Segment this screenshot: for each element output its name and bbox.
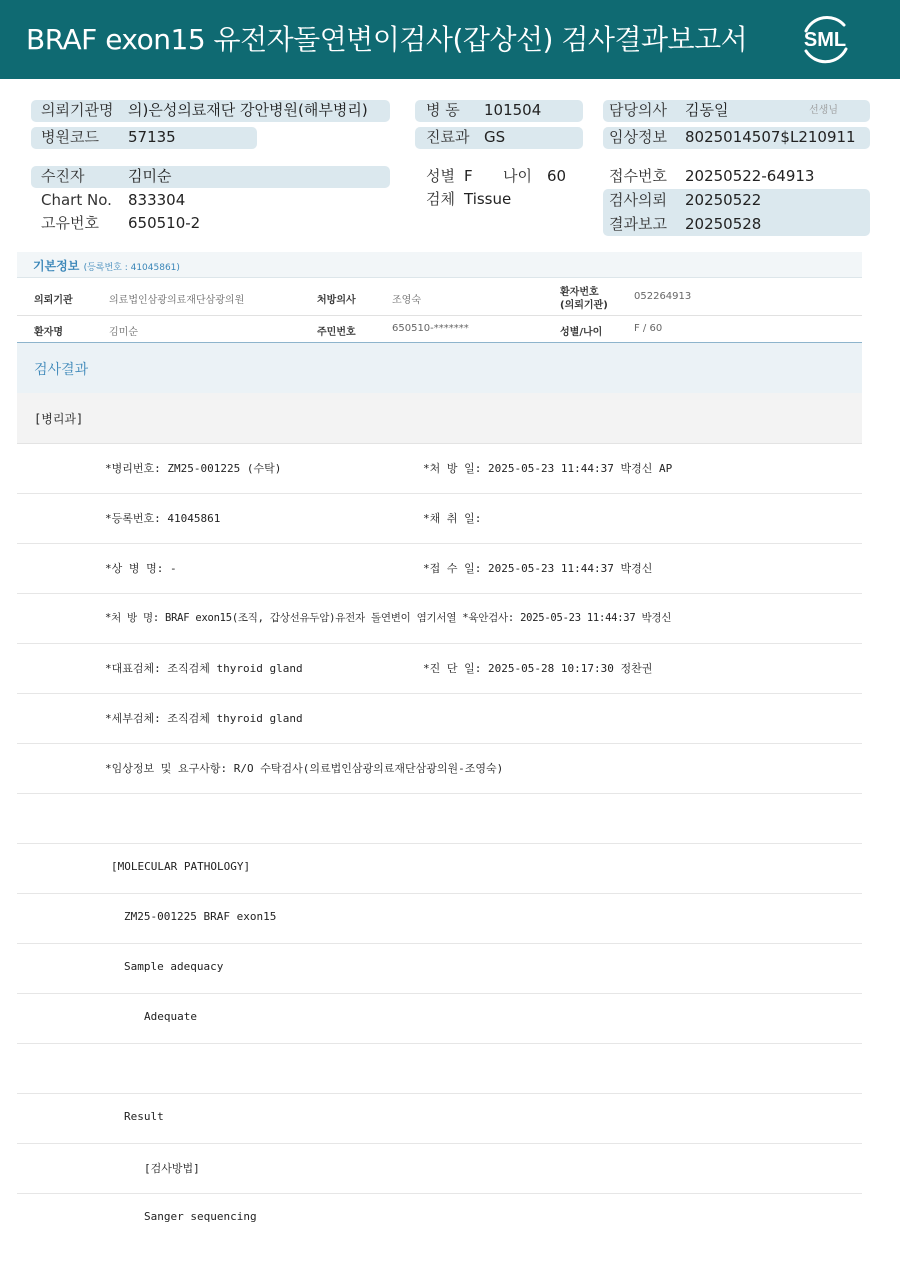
basic-value: 650510-******* [392, 323, 469, 334]
result-line [17, 694, 862, 744]
basic-key: 환자명 [34, 327, 63, 338]
molecular-text: [검사방법] [144, 1162, 200, 1175]
molecular-text: Sample adequacy [124, 960, 224, 973]
chart-no-value: 833304 [128, 191, 186, 209]
report-value: 20250528 [685, 215, 762, 233]
molecular-line [17, 844, 862, 894]
result-field: *처 방 일: 2025-05-23 11:44:37 박경신 AP [423, 462, 673, 475]
basic-info-row [17, 279, 862, 316]
result-field: *등록번호: 41045861 [105, 512, 221, 525]
result-field: *임상정보 및 요구사항: R/O 수탁검사(의료법인삼광의료재단삼광의원-조영숙) [105, 762, 504, 775]
basic-info-row [17, 316, 862, 342]
dept-value: GS [484, 128, 506, 146]
sex-label: 성별 [426, 167, 455, 185]
result-field: *채 취 일: [423, 512, 482, 525]
result-line [17, 494, 862, 544]
client-value: 의)은성의료재단 강안병원(해부병리) [128, 101, 368, 119]
molecular-text: Sanger sequencing [144, 1210, 257, 1223]
report-header [0, 0, 900, 79]
result-line [17, 644, 862, 694]
molecular-line [17, 1094, 862, 1144]
result-header [17, 342, 862, 393]
patient-row-bg [31, 166, 390, 188]
basic-info-table [17, 252, 862, 342]
patient-label: 수진자 [41, 167, 85, 185]
ward-value: 101504 [484, 101, 542, 119]
doctor-suffix: 선생님 [809, 105, 838, 116]
basic-value: 조영숙 [392, 295, 421, 306]
result-line [17, 594, 862, 644]
basic-key-sub: (의뢰기관) [560, 300, 608, 311]
result-field: *병리번호: ZM25-001225 (수탁) [105, 462, 282, 475]
molecular-line [17, 1144, 862, 1194]
report-title: BRAF exon15 유전자돌연변이검사(갑상선) 검사결과보고서 [26, 23, 748, 56]
sml-logo [796, 11, 854, 67]
client-label: 의뢰기관명 [41, 101, 114, 119]
ward-label: 병 동 [426, 101, 460, 119]
molecular-text: [MOLECULAR PATHOLOGY] [111, 860, 251, 873]
report-label: 결과보고 [609, 215, 667, 233]
hospital-code-value: 57135 [128, 128, 176, 146]
patient-value: 김미순 [128, 167, 172, 185]
basic-info-header [17, 252, 862, 278]
molecular-line-blank [17, 1044, 862, 1094]
result-line [17, 744, 862, 794]
clinical-label: 임상정보 [609, 128, 667, 146]
molecular-line [17, 944, 862, 994]
molecular-line [17, 1194, 862, 1244]
result-line [17, 544, 862, 594]
request-label: 검사의뢰 [609, 191, 667, 209]
result-field: *대표검체: 조직검체 thyroid gland [105, 662, 303, 675]
basic-key: 성별/나이 [560, 327, 603, 338]
age-label: 나이 [503, 167, 532, 185]
result-field: *진 단 일: 2025-05-28 10:17:30 정찬권 [423, 662, 653, 675]
result-field: *상 병 명: - [105, 562, 177, 575]
molecular-text: ZM25-001225 BRAF exon15 [124, 910, 277, 923]
molecular-text: Result [124, 1110, 164, 1123]
basic-value: F / 60 [634, 323, 663, 334]
dept-label: 진료과 [426, 128, 470, 146]
sex-value: F [464, 167, 473, 185]
clinical-value: 8025014507$L210911 [685, 128, 856, 146]
specimen-label: 검체 [426, 190, 455, 208]
receipt-label: 접수번호 [609, 167, 667, 185]
result-field: *처 방 명: BRAF exon15(조직, 갑상선유두암)유전자 돌연변이 염기서열 *육안검사: 2025-05-23 11:44:37 박경신 [105, 612, 672, 624]
basic-info-title-text: 기본정보 [33, 259, 80, 273]
unique-id-value: 650510-2 [128, 214, 201, 232]
basic-key: 처방의사 [317, 295, 356, 306]
basic-value: 김미순 [109, 327, 138, 338]
dept-row [17, 393, 862, 444]
doctor-label: 담당의사 [609, 101, 667, 119]
receipt-value: 20250522-64913 [685, 167, 815, 185]
request-value: 20250522 [685, 191, 762, 209]
molecular-line [17, 894, 862, 944]
specimen-value: Tissue [464, 190, 512, 208]
basic-value: 의료법인삼광의료재단삼광의원 [109, 295, 245, 306]
basic-info-subtitle: (등록번호 : 41045861) [83, 263, 180, 273]
basic-value: 052264913 [634, 291, 692, 302]
basic-key: 주민번호 [317, 327, 356, 338]
result-line-blank [17, 794, 862, 844]
molecular-text: Adequate [144, 1010, 197, 1023]
basic-key: 환자번호 [560, 287, 599, 298]
result-title: 검사결과 [34, 362, 89, 378]
age-value: 60 [547, 167, 567, 185]
basic-info-title [33, 257, 180, 274]
hospital-code-label: 병원코드 [41, 128, 99, 146]
result-field: *접 수 일: 2025-05-23 11:44:37 박경신 [423, 562, 653, 575]
doctor-value: 김동일 [685, 101, 729, 119]
result-line [17, 444, 862, 494]
logo-text: SML [803, 29, 847, 51]
dept-text: [병리과] [34, 412, 84, 426]
result-field: *세부검체: 조직검체 thyroid gland [105, 712, 303, 725]
unique-id-label: 고유번호 [41, 214, 99, 232]
chart-no-label: Chart No. [41, 191, 112, 209]
basic-key: 의뢰기관 [34, 295, 73, 306]
molecular-line [17, 994, 862, 1044]
